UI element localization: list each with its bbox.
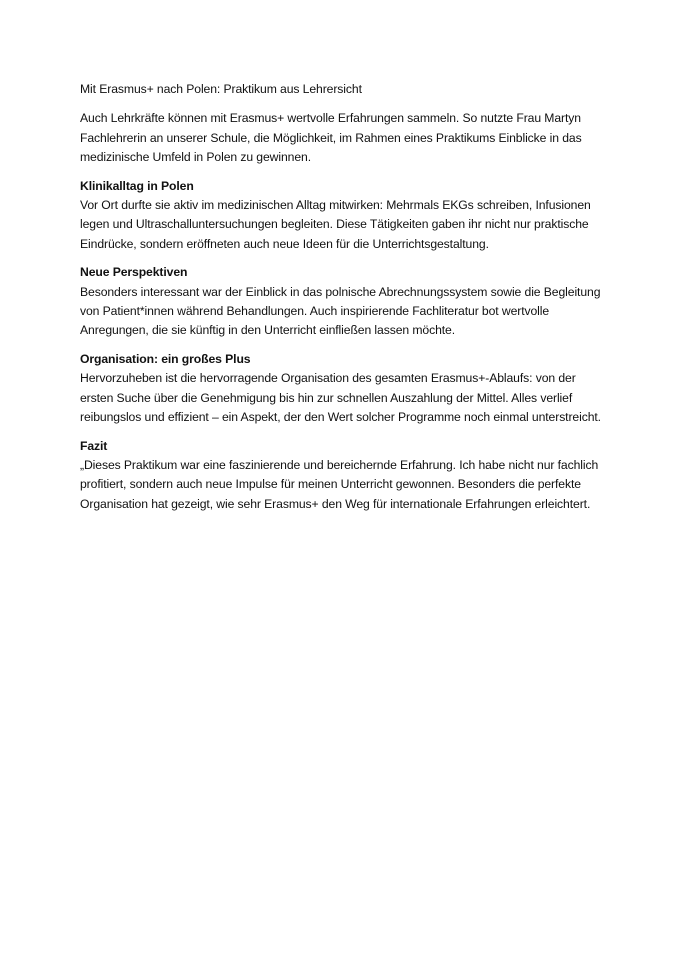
section-heading: Klinikalltag in Polen [80,178,194,193]
section-fazit [80,437,610,515]
section-body: Besonders interessant war der Einblick in das polnische Abrechnungssystem sowie die Begleitung von Patient*innen während Behandlungen. Auch inspirierende Fachliteratur bot wertvolle Anregungen, die sie künftig in den Unterricht einfließen lassen möchte. [80,284,601,338]
section-heading: Fazit [80,438,108,453]
section-body: Hervorzuheben ist die hervorragende Organisation des gesamten Erasmus+-Ablaufs: von der ersten Suche über die Genehmigung bis hin zur schnellen Auszahlung der Mittel. Alles verlief reibungslos und effizient – ein Aspekt, der den Wert solcher Programme noch einmal unterstreicht. [80,371,601,425]
section-perspektiven [80,263,610,341]
document-page [80,80,610,523]
section-organisation [80,350,610,428]
section-body: „Dieses Praktikum war eine faszinierende und bereichernde Erfahrung. Ich habe nicht nur fachlich profitiert, sondern auch neue Impulse für meinen Unterricht gewonnen. Besonders die perfekte Organisation hat gezeigt, wie sehr Erasmus+ den Weg für internationale Erfahrungen erleichtert. [80,457,599,511]
section-heading: Organisation: ein großes Plus [80,351,251,366]
section-klinikalltag [80,177,610,255]
document-title: Mit Erasmus+ nach Polen: Praktikum aus Lehrersicht [80,82,362,96]
intro-paragraph: Auch Lehrkräfte können mit Erasmus+ wertvolle Erfahrungen sammeln. So nutzte Frau Martyn Fachlehrerin an unserer Schule, die Möglichkeit, im Rahmen eines Praktikums Einblicke in das medizinische Umfeld in Polen zu gewinnen. [80,111,582,165]
section-heading: Neue Perspektiven [80,265,188,280]
section-body: Vor Ort durfte sie aktiv im medizinischen Alltag mitwirken: Mehrmals EKGs schreiben, Infusionen legen und Ultraschalluntersuchungen begleiten. Diese Tätigkeiten gaben ihr nicht nur praktische Eindrücke, sondern eröffneten auch neue Ideen für die Unterrichtsgestaltung. [80,198,591,251]
